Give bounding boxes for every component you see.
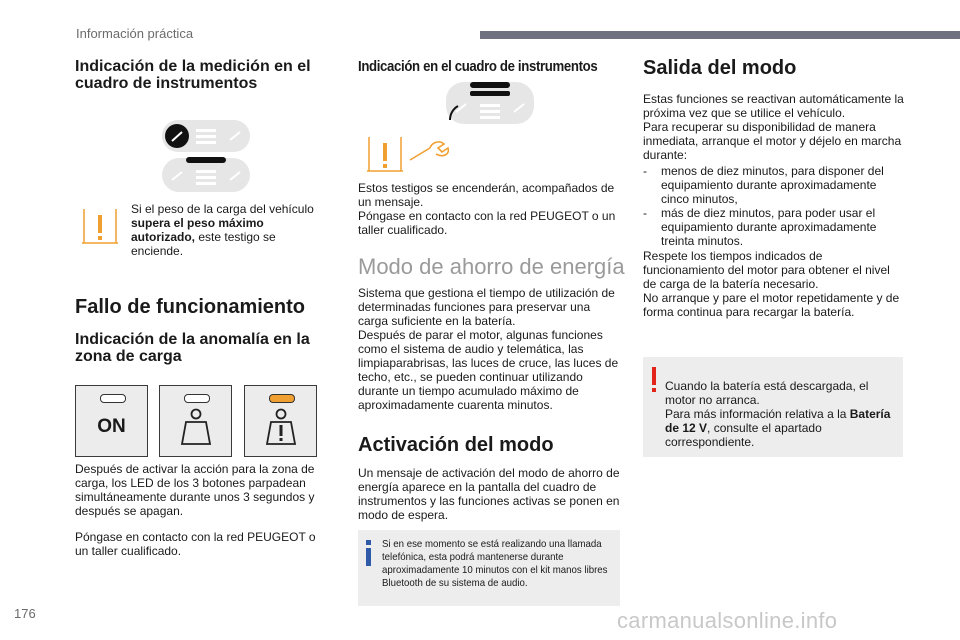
warn-text-b: Batería de 12 V — [665, 407, 891, 435]
heading-energy-saving: Modo de ahorro de energía — [358, 254, 625, 279]
weight-icon — [180, 408, 212, 448]
cluster-warning-text: Estos testigos se encenderán, acompañados de un mensaje. Póngase en contacto con la red PEUGEOT o un taller cualificado. — [358, 181, 616, 237]
weight-text-b: supera el peso máximo autorizado, — [131, 216, 264, 244]
bullet-mark: - — [643, 206, 647, 220]
led-indicator — [269, 394, 295, 403]
warning-triangle-icon — [365, 133, 405, 178]
exit-bullets — [643, 164, 905, 248]
bullet-text-2: más de diez minutos, para poder usar el equipamiento durante aproximadamente treinta minutos. — [661, 206, 877, 248]
heading-malfunction: Fallo de funcionamiento — [75, 296, 306, 318]
exit-end: Respete los tiempos indicados de funcionamiento del motor para obtener el nivel de carga de la batería necesario. No arranque y pare el motor repetidamente y de forma continua para recargar la batería. — [643, 249, 900, 319]
heading-cluster-indication: Indicación en el cuadro de instrumentos — [358, 58, 598, 75]
heading-activation: Activación del modo — [358, 434, 554, 456]
info-note-box — [358, 530, 620, 606]
battery-warning-box — [643, 357, 903, 457]
weight-text-a: Si el peso de la carga del vehículo — [131, 202, 314, 216]
bullet-item — [643, 164, 905, 206]
contact-network-1: Póngase en contacto con la red PEUGEOT o un taller cualificado. — [75, 530, 316, 558]
exit-intro: Estas funciones se reactivan automáticamente la próxima vez que se utilice el vehículo. Para recuperar su disponibilidad de manera inmediata, arranque el motor y déjelo en marcha durante: — [643, 92, 904, 162]
on-button[interactable] — [75, 385, 148, 457]
bullet-item — [643, 206, 905, 248]
page-number: 176 — [14, 606, 36, 621]
info-note-text: Si en ese momento se está realizando una llamada telefónica, esta podrá mantenerse durante aproximadamente 10 minutos con el kit manos libres Bluetooth de su sistema de audio. — [382, 538, 608, 589]
bullet-mark: - — [643, 164, 647, 178]
weight-warning-text — [131, 202, 321, 258]
alert-icon — [652, 367, 656, 392]
weight-alert-button[interactable] — [244, 385, 317, 457]
led-indicator — [184, 394, 210, 403]
warn-text-c: , consulte el apartado correspondiente. — [665, 421, 822, 449]
wrench-icon — [408, 140, 450, 169]
warning-triangle-icon — [80, 205, 120, 250]
bullet-text-1: menos de diez minutos, para disponer del equipamiento durante aproximadamente cinco minutos, — [661, 164, 884, 206]
led-indicator — [100, 394, 126, 403]
watermark: carmanualsonline.info — [617, 608, 838, 633]
on-label: ON — [97, 416, 126, 437]
section-header: Información práctica — [76, 26, 194, 41]
activation-desc: Un mensaje de activación del modo de ahorro de energía aparece en la pantalla del cuadro de instrumentos y las funciones activas se ponen en modo de espera. — [358, 466, 620, 522]
blink-description: Después de activar la acción para la zona de carga, los LED de los 3 botones parpadean simultáneamente durante unos 3 segundos y después se apagan. — [75, 462, 315, 518]
battery-warning-text — [665, 365, 895, 449]
weight-text-c: este testigo se enciende. — [131, 230, 276, 258]
info-icon — [366, 540, 371, 566]
energy-saving-desc: Sistema que gestiona el tiempo de utilización de determinadas funciones para preservar una carga suficiente en la batería. Después de parar el motor, algunas funciones como el sistema de audio y telemática, las limpiaparabrisas, las luces de cruce, las luces de techo, etc., se pueden continuar utilizando durante un tiempo acumulado máximo de aproximadamente cuarenta minutos. — [358, 286, 619, 412]
column-1 — [75, 58, 330, 92]
weight-alert-icon — [265, 408, 297, 448]
header-bar — [480, 31, 960, 39]
heading-exit-mode: Salida del modo — [643, 57, 797, 79]
cluster-top-icon — [444, 78, 536, 131]
cluster-gauges-icon — [160, 118, 252, 201]
warn-text-a: Cuando la batería está descargada, el motor no arranca. Para más información relativa a la — [665, 379, 869, 421]
heading-measurement: Indicación de la medición en el cuadro de instrumentos — [75, 58, 311, 92]
weight-button[interactable] — [159, 385, 232, 457]
heading-loading-zone-fault: Indicación de la anomalía en la zona de carga — [75, 331, 310, 365]
